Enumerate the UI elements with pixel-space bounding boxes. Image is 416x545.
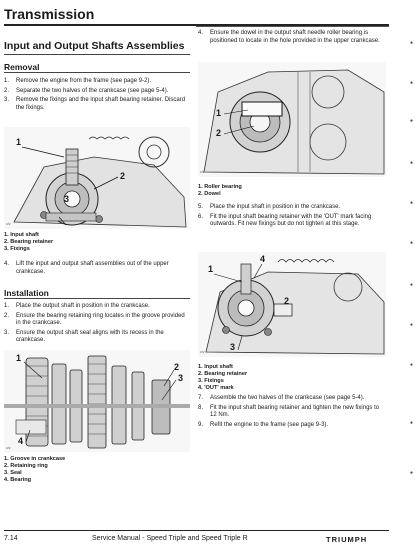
- fig3-caption: 3. Seal: [4, 470, 22, 476]
- fig1-caption: 2. Bearing retainer: [4, 239, 54, 245]
- install-step: 7. Assemble the two halves of the crankcase (see page 5-4).: [198, 395, 365, 401]
- edge-thumb-mark: ●: [409, 160, 413, 166]
- edge-thumb-mark: ●: [409, 362, 413, 368]
- install-step: 2. Ensure the bearing retaining ring locates in the groove provided in the crankcase.: [4, 312, 185, 327]
- fig2-caption: 2. Dowel: [198, 191, 221, 197]
- figure-input-shaft-install: [198, 252, 386, 357]
- fig3-callout: 1: [16, 353, 22, 363]
- installation-steps: [4, 303, 188, 345]
- fig1-callout: 2: [120, 171, 126, 181]
- fig4-callout: 3: [230, 342, 236, 352]
- fig1-callout: 3: [64, 194, 70, 204]
- manual-title: Service Manual - Speed Triple and Speed Triple R: [92, 535, 248, 542]
- fig4-caption: 4. 'OUT' mark: [198, 385, 234, 391]
- fig1-ref: c/v: [6, 222, 11, 226]
- removal-underline: [4, 72, 190, 73]
- install-step: 6. Fit the input shaft bearing retainer with the 'OUT' mark facing outwards. Fit new fixings but do not tighten at this stage.: [198, 213, 372, 228]
- fig4-callout: 1: [208, 264, 214, 274]
- fig4-captions: [198, 364, 386, 392]
- installation-heading: Installation: [4, 288, 49, 298]
- fig3-callout: 4: [18, 436, 24, 446]
- fig4-ref: c/v: [200, 350, 205, 354]
- footer-rule: [4, 530, 389, 531]
- fig2-captions: [198, 184, 386, 198]
- edge-thumb-mark: ●: [409, 80, 413, 86]
- figure-output-shaft-install-drawing: [4, 350, 190, 452]
- install-step: 1. Place the output shaft in position in the crankcase.: [4, 303, 150, 309]
- page-heading: Input and Output Shafts Assemblies: [4, 40, 185, 52]
- removal-step-4: [4, 261, 188, 276]
- figure-roller-bearing-dowel: [198, 62, 386, 177]
- fig1-caption: 1. Input shaft: [4, 232, 39, 238]
- right-steps-c: [198, 395, 386, 429]
- fig1-caption: 3. Fixings: [4, 246, 30, 252]
- page-number: 7.14: [4, 535, 18, 542]
- fig3-captions: [4, 456, 190, 484]
- removal-step: 1. Remove the engine from the frame (see page 9-2).: [4, 78, 152, 84]
- install-step: 8. Fit the input shaft bearing retainer and tighten the new fixings to 12 Nm.: [198, 404, 380, 419]
- edge-thumb-mark: ●: [409, 282, 413, 288]
- fig4-caption: 3. Fixings: [198, 378, 224, 384]
- fig2-callout: 2: [216, 128, 222, 138]
- removal-step: 4. Lift the input and output shaft assemblies out of the upper crankcase.: [4, 261, 169, 275]
- fig3-caption: 2. Retaining ring: [4, 463, 48, 469]
- edge-thumb-mark: ●: [409, 200, 413, 206]
- removal-step: 3. Remove the fixings and the input shaft bearing retainer. Discard the fixings.: [4, 97, 186, 111]
- fig3-caption: 1. Groove in crankcase: [4, 456, 66, 462]
- fig4-callout: 4: [260, 254, 266, 264]
- edge-thumb-mark: ●: [409, 420, 413, 426]
- fig3-ref: c/v: [6, 446, 11, 450]
- edge-thumb-mark: ●: [409, 470, 413, 476]
- fig4-caption: 1. Input shaft: [198, 364, 233, 370]
- figure-output-shaft-install: [4, 350, 190, 452]
- installation-underline: [4, 298, 190, 299]
- fig1-callout: 1: [16, 137, 22, 147]
- right-steps-a: [198, 30, 386, 45]
- edge-thumb-mark: ●: [409, 40, 413, 46]
- section-title: Transmission: [4, 6, 95, 22]
- fig3-callout: 3: [178, 373, 184, 383]
- removal-step: 2. Separate the two halves of the crankcase (see page 5-4).: [4, 87, 169, 94]
- triumph-logo: TRIUMPH: [326, 535, 368, 544]
- fig4-caption: 2. Bearing retainer: [198, 371, 248, 377]
- heading-underline: [4, 54, 190, 55]
- fig3-caption: 4. Bearing: [4, 477, 32, 483]
- fig2-caption: 1. Roller bearing: [198, 184, 242, 190]
- right-column-rule: [196, 26, 389, 27]
- fig1-captions: [4, 232, 190, 253]
- removal-heading: Removal: [4, 62, 40, 72]
- figure-input-shaft-install-drawing: [198, 252, 386, 357]
- install-step: 3. Ensure the output shaft seal aligns with its recess in the crankcase.: [4, 329, 164, 344]
- edge-thumb-mark: ●: [409, 240, 413, 246]
- right-steps-b: [198, 204, 386, 229]
- removal-steps: [4, 78, 188, 112]
- figure-input-shaft-removal-drawing: [4, 127, 190, 229]
- figure-input-shaft-removal: [4, 127, 190, 229]
- fig2-callout: 1: [216, 108, 222, 118]
- fig2-ref: c/v: [200, 170, 205, 174]
- install-step: 9. Refit the engine to the frame (see page 9-3).: [198, 421, 329, 428]
- fig4-callout: 2: [284, 296, 290, 306]
- edge-thumb-mark: ●: [409, 118, 413, 124]
- install-step: 5. Place the input shaft in position in the crankcase.: [198, 204, 341, 210]
- install-step: 4. Ensure the dowel in the output shaft needle roller bearing is positioned to locate in the hole provided in the upper crankcase.: [198, 30, 380, 44]
- figure-roller-bearing-dowel-drawing: [198, 62, 386, 177]
- fig3-callout: 2: [174, 362, 180, 372]
- edge-thumb-mark: ●: [409, 322, 413, 328]
